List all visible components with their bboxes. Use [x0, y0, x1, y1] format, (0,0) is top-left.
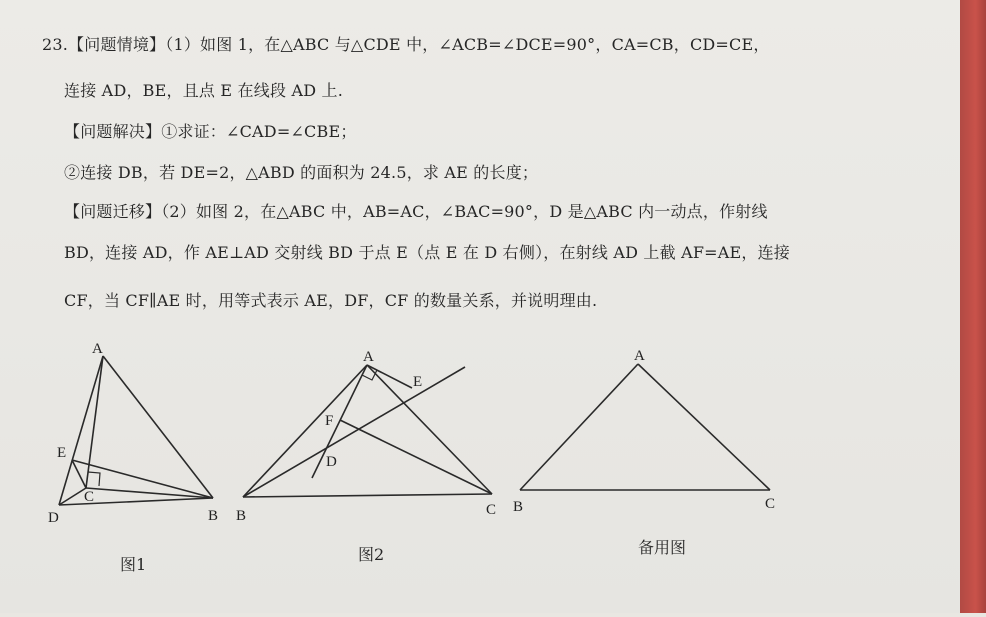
desk-edge: [960, 0, 986, 613]
fig2-ray-ad: [312, 365, 367, 478]
fig2-label-c: C: [486, 502, 497, 518]
fig3-segment-ab: [520, 364, 638, 490]
figures-area: [0, 330, 960, 613]
fig1-label-a: A: [92, 341, 103, 357]
problem-line-3: 【问题解决】①求证：∠CAD=∠CBE；: [64, 122, 357, 141]
problem-line-4: ②连接 DB，若 DE=2，△ABD 的面积为 24.5，求 AE 的长度；: [64, 163, 539, 182]
problem-line-6: BD，连接 AD，作 AE⊥AD 交射线 BD 于点 E（点 E 在 D 右侧），在射线 AD 上截 AF=AE，连接: [64, 243, 791, 262]
fig2-label-e: E: [413, 374, 423, 390]
fig2-segment-ab: [243, 365, 367, 497]
backup-figure-caption: 备用图: [638, 538, 687, 557]
fig1-segment-db: [59, 498, 213, 505]
fig1-segment-ab: [103, 356, 213, 498]
fig2-segment-ac: [367, 365, 492, 494]
problem-line-7: CF，当 CF∥AE 时，用等式表示 AE，DF，CF 的数量关系，并说明理由.: [64, 291, 598, 310]
figure-1-caption: 图1: [120, 555, 147, 574]
fig1-segment-ad: [59, 356, 103, 505]
figure-1: [59, 356, 213, 505]
figure-2: [243, 365, 492, 497]
fig1-label-e: E: [57, 445, 67, 461]
fig1-right-angle-mark: [88, 472, 100, 486]
problem-line-5: 【问题迁移】（2）如图 2，在△ABC 中，AB=AC，∠BAC=90°，D 是△ABC 内一动点，作射线: [64, 202, 768, 221]
fig3-segment-ac: [638, 364, 770, 490]
fig2-label-d: D: [326, 454, 337, 470]
problem-line-1: 23.【问题情境】（1）如图 1，在△ABC 与△CDE 中，∠ACB=∠DCE=90°，CA=CB，CD=CE，: [42, 35, 770, 54]
fig2-label-b: B: [236, 508, 247, 524]
fig1-segment-ec: [72, 460, 86, 488]
figure-2-caption: 图2: [358, 545, 385, 564]
problem-line-2: 连接 AD，BE，且点 E 在线段 AD 上.: [64, 81, 343, 100]
fig3-label-a: A: [634, 348, 645, 364]
fig1-label-c: C: [84, 489, 95, 505]
figure-backup: [520, 364, 770, 490]
fig1-label-b: B: [208, 508, 219, 524]
fig2-label-a: A: [363, 349, 374, 365]
fig2-label-f: F: [325, 413, 334, 429]
fig3-label-c: C: [765, 496, 776, 512]
fig1-label-d: D: [48, 510, 59, 526]
fig2-segment-bc: [243, 494, 492, 497]
fig3-label-b: B: [513, 499, 524, 515]
fig2-segment-cf: [340, 420, 492, 494]
